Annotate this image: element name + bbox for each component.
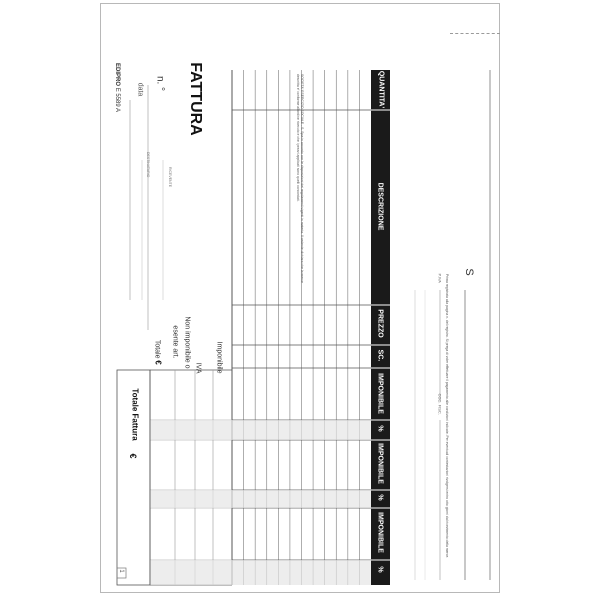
summary-iva-label: IVA — [194, 362, 202, 374]
header-prezzo: PREZZO — [376, 309, 384, 338]
publisher-brand: EDIPRO — [114, 63, 120, 87]
publisher-code: E 5589 A — [114, 87, 120, 113]
vat-label: P.IVA — [437, 273, 443, 283]
totale-fattura-label: Totale Fattura — [130, 388, 140, 441]
header-descrizione: DESCRIZIONE — [376, 182, 384, 231]
fine-print-left: SOCIETA' ESERCIZIO SOCIALE - S. Spa in accordo con le disposizioni dei regolamenti vigenti in materia. Il cedente dichiara che la merce descritta e' conforme all'ordine ricevuto e che i prezzi applicati sono quelli concordati. — [296, 74, 304, 283]
fine-print-right: Prima registrata alla pagina n. del registro. Si prega di voler effettuare il pagamento alle condizioni indicate. Per eventuali contestazioni rivolgersi entro otto giorni dal ricevimento della merce. — [445, 274, 449, 559]
publisher-label — [114, 63, 120, 123]
summary-imponibile-label: Imponibile — [215, 341, 223, 374]
summary-non-imponibile-label: Non imponibile o — [183, 316, 191, 369]
header-imponibile-1: IMPONIBILE — [376, 373, 384, 414]
header-imponibile-3: IMPONIBILE — [376, 512, 384, 553]
tax-code-label: COD. FISC. — [437, 393, 443, 415]
shade-pct3 — [232, 560, 371, 585]
small-field-1: RICEVENTE — [168, 167, 172, 188]
header-pct-1: % — [376, 425, 384, 432]
shade-pct1 — [232, 420, 371, 440]
number-label: n. ° — [154, 75, 166, 92]
summary-totale-currency: € — [153, 360, 163, 365]
header-pct-2: % — [376, 494, 384, 501]
document-title: FATTURA — [187, 62, 204, 136]
page-mark: 1 — [118, 569, 124, 573]
header-quantita: QUANTITA' — [377, 70, 385, 109]
customer-initial: S — [463, 268, 475, 276]
summary-esente-label: esente art. — [171, 325, 179, 359]
header-pct-3: % — [376, 566, 384, 573]
shade-pct2 — [232, 490, 371, 508]
summary-totale-label: Totale — [153, 339, 161, 359]
header-imponibile-2: IMPONIBILE — [376, 443, 384, 484]
small-field-2: DESTINATARIO — [146, 152, 150, 178]
header-sc: SC. — [376, 349, 384, 362]
totale-fattura-currency: € — [128, 453, 138, 459]
date-label: data — [136, 82, 144, 97]
